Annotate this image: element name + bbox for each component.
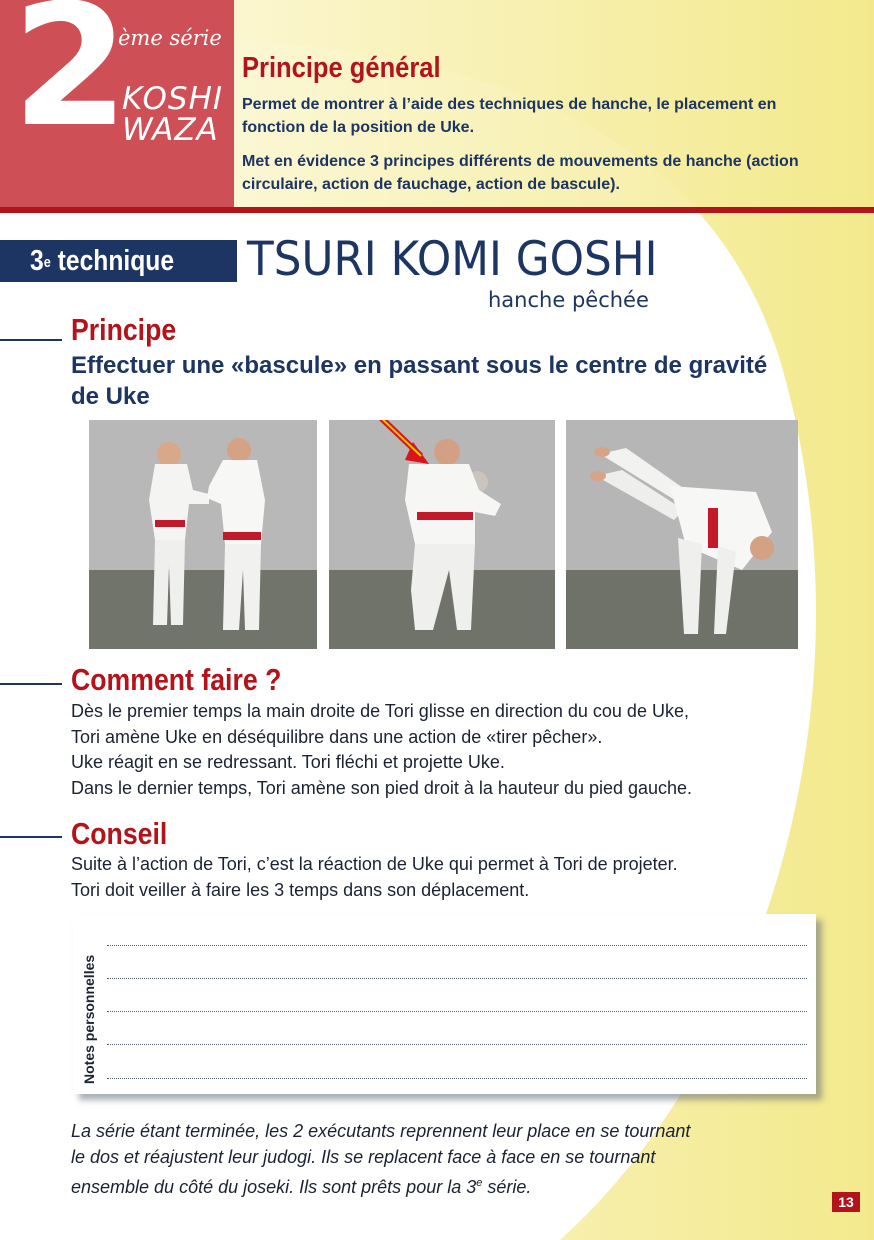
technique-ordinal: e — [43, 254, 51, 271]
conseil-title: Conseil — [71, 816, 168, 851]
principe-text: Effectuer une «bascule» en passant sous le centre de gravité de Uke — [71, 352, 768, 410]
closing-paragraph — [71, 1118, 811, 1200]
series-box — [0, 0, 234, 207]
note-line-4[interactable] — [107, 1044, 807, 1045]
general-principle-paragraph-1: Permet de montrer à l’aide des techniques de hanche, le placement en fonction de la position de Uke. — [242, 96, 777, 137]
note-line-2[interactable] — [107, 978, 807, 979]
note-line-3[interactable] — [107, 1011, 807, 1012]
personal-notes-label: Notes personnelles — [81, 954, 97, 1084]
conseil-rule — [0, 836, 62, 838]
conseil-line-1: Suite à l’action de Tori, c’est la réaction de Uke qui permet à Tori de projeter. — [71, 854, 678, 874]
comment-faire-line-3: Uke réagit en se redressant. Tori fléchi et projette Uke. — [71, 752, 505, 772]
comment-faire-line-4: Dans le dernier temps, Tori amène son pied droit à la hauteur du pied gauche. — [71, 777, 693, 798]
note-line-5[interactable] — [107, 1078, 807, 1079]
technique-photo-1 — [89, 420, 317, 649]
general-principle-paragraph-2: Met en évidence 3 principes différents de mouvements de hanche (action circulaire, action de fauchage, action de bascule). — [242, 153, 799, 194]
series-number: 2 — [12, 0, 125, 164]
note-line-1[interactable] — [107, 945, 807, 946]
principe-rule — [0, 339, 62, 341]
series-name-line-1: KOSHI — [122, 81, 224, 117]
closing-line-1: La série étant terminée, les 2 exécutants reprennent leur place en se tournant — [71, 1121, 691, 1141]
header-divider — [0, 207, 874, 213]
principe-title: Principe — [71, 312, 177, 347]
comment-faire-line-2: Tori amène Uke en déséquilibre dans une action de «tirer pêcher». — [71, 726, 603, 747]
closing-line-3-start: ensemble du côté du joseki. Ils sont prêts pour la 3 — [71, 1177, 477, 1197]
technique-name: TSURI KOMI GOSHI — [247, 232, 658, 287]
closing-line-3 — [71, 1170, 811, 1200]
comment-faire-title: Comment faire ? — [71, 662, 282, 697]
series-ordinal: ème série — [118, 26, 222, 50]
series-name-line-2: WAZA — [122, 112, 219, 148]
comment-faire-line-1: Dès le premier temps la main droite de Tori glisse en direction du cou de Uke, — [71, 701, 689, 721]
comment-faire-text — [71, 699, 841, 801]
technique-photo-3 — [566, 420, 798, 649]
general-principle-section — [242, 52, 842, 207]
technique-badge-label — [30, 244, 174, 278]
closing-line-3-end: série. — [482, 1177, 532, 1197]
technique-badge — [0, 240, 237, 282]
closing-line-2: le dos et réajustent leur judogi. Ils se replacent face à face en se tournant — [71, 1147, 656, 1167]
page-number: 13 — [832, 1192, 860, 1212]
conseil-line-2: Tori doit veiller à faire les 3 temps dans son déplacement. — [71, 879, 530, 900]
technique-subtitle: hanche pêchée — [488, 288, 649, 312]
technique-word: technique — [50, 245, 175, 277]
technique-photo-2 — [329, 420, 555, 649]
comment-faire-rule — [0, 683, 62, 685]
conseil-text — [71, 852, 841, 903]
technique-number: 3 — [30, 245, 44, 277]
personal-notes-box — [73, 914, 816, 1094]
closing-ordinal: e — [476, 1177, 483, 1189]
general-principle-title: Principe général — [242, 52, 441, 84]
